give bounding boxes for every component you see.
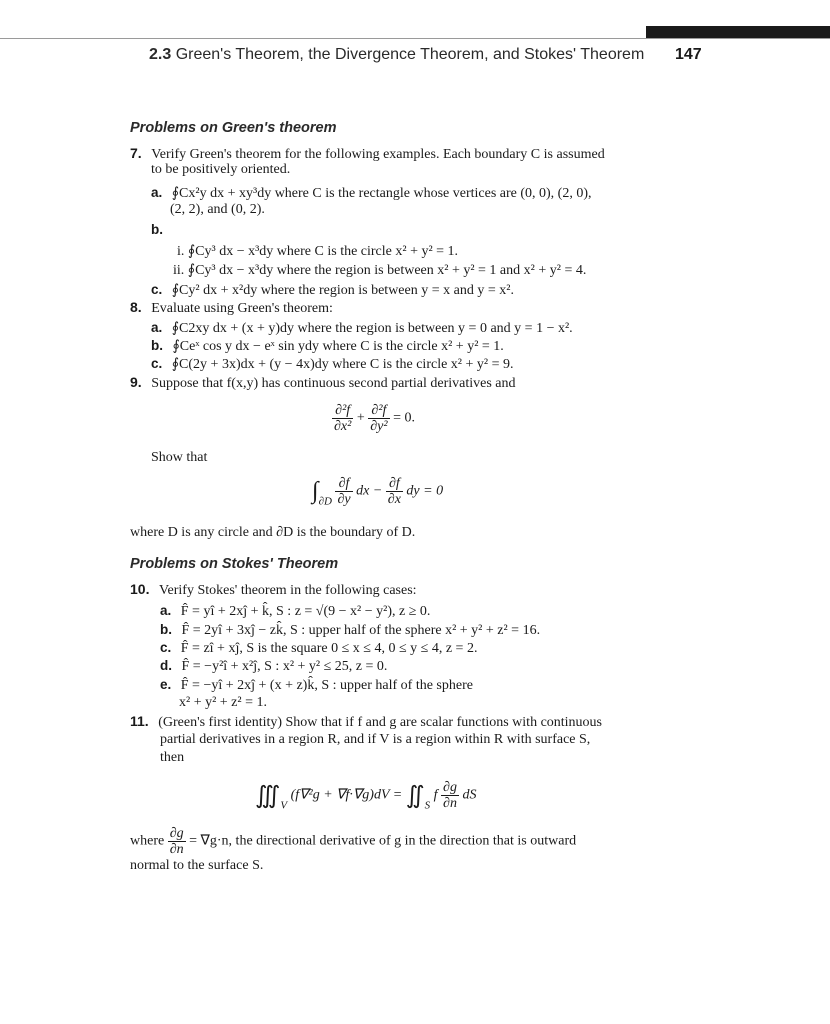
problem-8b-line xyxy=(151,338,504,355)
problem-10c-text: F̂ = zî + xĵ, S is the square 0 ≤ x ≤ 4, 0 ≤ y ≤ 4, z = 2. xyxy=(180,641,478,656)
frac-den: ∂y xyxy=(337,492,351,507)
fraction-dg-dn xyxy=(441,780,459,811)
problem-11-where-line xyxy=(130,826,576,857)
problem-10e-label: e. xyxy=(160,677,172,692)
problem-7c-label: c. xyxy=(151,282,163,297)
problem-7-number: 7. xyxy=(130,145,142,161)
problem-10-text: Verify Stokes' theorem in the following cases: xyxy=(158,583,417,598)
section-heading-green: Problems on Green's theorem xyxy=(130,120,337,136)
equation-rhs: = 0. xyxy=(393,410,415,426)
integral-subscript: ∂D xyxy=(318,495,332,508)
problem-8a-text: ∮C2xy dx + (x + y)dy where the region is between y = 0 and y = 1 − x². xyxy=(171,321,573,336)
problem-8-number: 8. xyxy=(130,299,142,315)
problem-10b-line xyxy=(160,622,540,639)
problem-11-line2: partial derivatives in a region R, and if V is a region within R with surface S, xyxy=(160,732,591,747)
problem-11-line1 xyxy=(130,713,602,731)
problem-10d-label: d. xyxy=(160,658,172,673)
frac-num: ∂²f xyxy=(332,403,353,419)
problem-9-closing: where D is any circle and ∂D is the boundary of D. xyxy=(130,525,416,540)
problem-10d-text: F̂ = −y²î + x²ĵ, S : x² + y² ≤ 25, z = 0. xyxy=(181,659,388,674)
identity-rhs-ds: dS xyxy=(462,787,477,803)
problem-8b-text: ∮Ceˣ cos y dx − eˣ sin ydy where C is the circle x² + y² = 1. xyxy=(172,339,504,354)
problem-11-number: 11. xyxy=(130,713,149,729)
problem-11-text1: (Green's first identity) Show that if f and g are scalar functions with continuous xyxy=(158,715,603,730)
problem-7b-ii: ii. ∮Cy³ dx − x³dy where the region is between x² + y² = 1 and x² + y² = 4. xyxy=(173,263,587,278)
problem-10b-label: b. xyxy=(160,622,172,637)
frac-num: ∂f xyxy=(386,476,403,492)
equation-green-identity xyxy=(255,780,476,812)
equation-mid: dx − xyxy=(356,483,383,499)
section-number: 2.3 xyxy=(149,46,172,63)
frac-den: ∂x xyxy=(387,492,401,507)
problem-10b-text: F̂ = 2yî + 3xĵ − zk̂, S : upper half of the sphere x² + y² + z² = 16. xyxy=(181,623,541,638)
problem-8-text: Evaluate using Green's theorem: xyxy=(151,301,333,316)
problem-10a-label: a. xyxy=(160,603,172,618)
problem-9-number: 9. xyxy=(130,374,142,390)
where-pre: where xyxy=(130,833,165,849)
problem-7b-label-line xyxy=(151,222,163,239)
page-number: 147 xyxy=(675,46,702,63)
problem-8-line1 xyxy=(130,299,333,317)
problem-11-line3: then xyxy=(160,750,185,765)
double-integral-sign: ∬ xyxy=(405,783,425,809)
problem-10c-label: c. xyxy=(160,640,172,655)
problem-7-line1 xyxy=(130,145,605,163)
equation-rhs: dy = 0 xyxy=(406,483,444,499)
problem-7a-line2: (2, 2), and (0, 2). xyxy=(170,202,265,217)
problem-10d-line xyxy=(160,658,387,675)
problem-7c-text: ∮Cy² dx + x²dy where the region is between y = x and y = x². xyxy=(171,283,514,298)
plus-sign: + xyxy=(356,410,365,426)
running-header xyxy=(149,46,644,64)
show-that: Show that xyxy=(151,450,208,465)
frac-den: ∂x² xyxy=(334,419,352,434)
integral-sign: ∫ xyxy=(312,478,319,504)
fraction-dg-dn-inline xyxy=(168,826,186,857)
problem-10-number: 10. xyxy=(130,581,150,597)
problem-10e-line1 xyxy=(160,677,473,694)
problem-10c-line xyxy=(160,640,477,657)
equation-laplace xyxy=(332,403,415,434)
frac-num: ∂f xyxy=(335,476,352,492)
identity-rhs-f: f xyxy=(433,787,438,803)
frac-den: ∂n xyxy=(443,796,457,811)
problem-8a-label: a. xyxy=(151,320,163,335)
problem-7-line2: to be positively oriented. xyxy=(151,162,291,177)
frac-num: ∂²f xyxy=(368,403,389,419)
equation-line-integral xyxy=(312,476,443,508)
section-heading-stokes: Problems on Stokes' Theorem xyxy=(130,556,339,572)
problem-7a-line1 xyxy=(151,185,592,202)
problem-11-last-line: normal to the surface S. xyxy=(130,858,264,873)
problem-9-line1 xyxy=(130,374,516,392)
fraction-d2f-dx2 xyxy=(332,403,353,434)
frac-den: ∂n xyxy=(169,842,184,857)
header-rule xyxy=(0,38,830,39)
fraction-df-dy xyxy=(335,476,352,507)
problem-7a-text: ∮Cx²y dx + xy³dy where C is the rectangle whose vertices are (0, 0), (2, 0), xyxy=(171,186,592,201)
fraction-df-dx xyxy=(386,476,403,507)
problem-10a-line xyxy=(160,603,430,620)
problem-7-text1: Verify Green's theorem for the following examples. Each boundary C is assumed xyxy=(151,147,605,162)
frac-den: ∂y² xyxy=(370,419,388,434)
problem-8b-label: b. xyxy=(151,338,163,353)
problem-10-line1 xyxy=(130,581,417,599)
double-integral-subscript: S xyxy=(424,799,431,812)
problem-8c-line xyxy=(151,356,513,373)
problem-7c-line xyxy=(151,282,514,299)
fraction-d2f-dy2 xyxy=(368,403,389,434)
identity-lhs-body: (f∇²g + ∇f·∇g)dV = xyxy=(290,787,403,803)
problem-10e-line2: x² + y² + z² = 1. xyxy=(179,695,267,710)
problem-7b-i: i. ∮Cy³ dx − x³dy where C is the circle x² + y² = 1. xyxy=(177,244,459,259)
problem-8c-text: ∮C(2y + 3x)dx + (y − 4x)dy where C is the circle x² + y² = 9. xyxy=(171,357,514,372)
where-post: = ∇g·n, the directional derivative of g in the direction that is outward xyxy=(189,833,577,849)
frac-num: ∂g xyxy=(443,780,457,795)
problem-9-text: Suppose that f(x,y) has continuous second partial derivatives and xyxy=(151,376,516,391)
problem-10a-text: F̂ = yî + 2xĵ + k̂, S : z = √(9 − x² − y²), z ≥ 0. xyxy=(180,604,431,619)
problem-7b-label: b. xyxy=(151,222,163,237)
triple-integral-subscript: V xyxy=(280,799,288,812)
problem-8c-label: c. xyxy=(151,356,163,371)
frac-num: ∂g xyxy=(169,826,184,841)
problem-7a-label: a. xyxy=(151,185,163,200)
problem-8a-line xyxy=(151,320,573,337)
problem-10e-text: F̂ = −yî + 2xĵ + (x + z)k̂, S : upper half of the sphere xyxy=(180,678,473,693)
triple-integral-sign: ∭ xyxy=(255,783,281,809)
section-title: Green's Theorem, the Divergence Theorem, and Stokes' Theorem xyxy=(175,46,645,63)
